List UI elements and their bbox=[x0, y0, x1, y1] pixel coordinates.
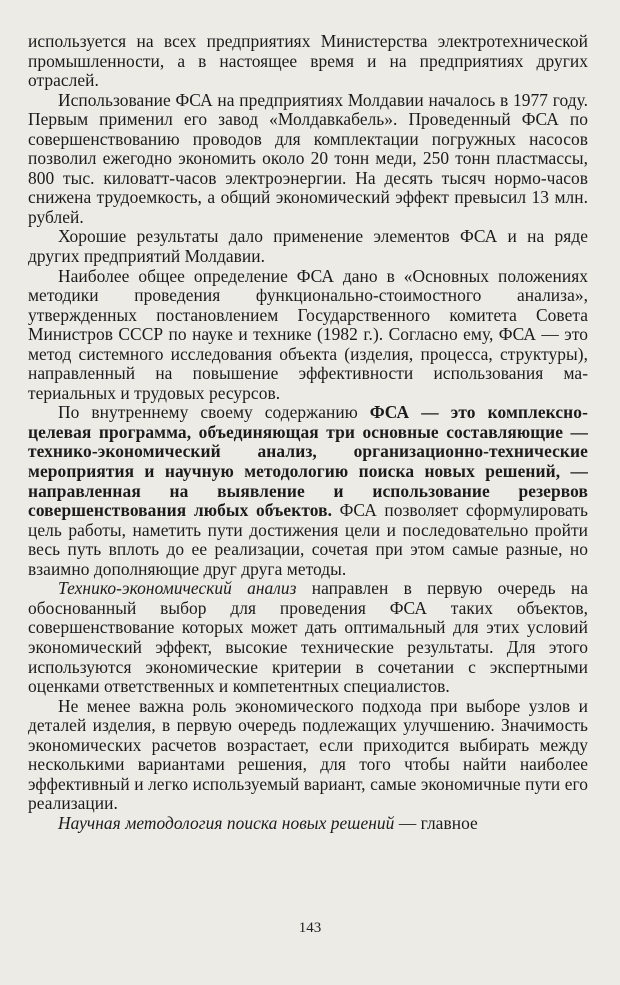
bold-text: ФСА — это комплексно-целевая программа, объединяющая три основные составляющие — технико-экономический анализ, организационно-технические мероприятия и научную методологию поиска новых решений, — направленная на выявление и использование резервов совершенствования любых объектов. bbox=[28, 402, 588, 521]
italic-text: Научная методология поиска новых решений bbox=[58, 812, 395, 833]
paragraph bbox=[28, 32, 588, 91]
text-run: используется на всех предприятиях Министерства электротехнической промышленности, а в настоящее время и на предприятиях других отраслей. bbox=[28, 31, 588, 91]
text-run: направлен в первую очередь на обоснованный выбор для проведения ФСА таких объектов, совершенствование которых может дать оптимальный для этих условий экономический эффект, высокие технические результаты. Для этого используются экономические критерии в сочетании с экспертными оценками ответственных и компетентных специалистов. bbox=[28, 578, 588, 697]
text-run: По внутреннему своему содержанию bbox=[58, 402, 370, 423]
text-run: ФСА позволяет сформулировать цель работы, наметить пути достижения цели и последовательно пройти весь путь вплоть до ее реализации, сочетая при этом самые разные, но взаимно дополняющие друг друга методы. bbox=[28, 500, 588, 579]
text-run: — главное bbox=[394, 812, 478, 833]
text-run: Не менее важна роль экономического подхода при выборе узлов и деталей изделия, в первую очередь подлежащих улучшению. Значимость экономических расчетов возрастает, если приходится выбирать между несколькими вариантами решения, для того чтобы найти наиболее эффективный и легко используемый вариант, самые экономичные пути его реализации. bbox=[28, 695, 588, 814]
paragraph bbox=[28, 267, 588, 404]
italic-text: Технико-экономический анализ bbox=[58, 578, 297, 599]
page-text bbox=[28, 32, 588, 833]
paragraph bbox=[28, 579, 588, 696]
paragraph bbox=[28, 697, 588, 814]
page-number: 143 bbox=[298, 920, 322, 936]
paragraph bbox=[28, 227, 588, 266]
paragraph bbox=[28, 91, 588, 228]
paragraph bbox=[28, 814, 588, 834]
paragraph bbox=[28, 403, 588, 579]
text-run: Использование ФСА на предприятиях Молдавии началось в 1977 году. Первым применил его завод «Молдавкабель». Проведенный ФСА по совершенствованию проводов для комплектации погружных насосов позволил ежегодно экономить около 20 тонн меди, 250 тонн пластмассы, 800 тыс. киловатт-часов электроэнергии. На десять тысяч нормо-часов снижена трудоемкость, а общий экономический эффект превысил 13 млн. рублей. bbox=[28, 89, 588, 227]
text-run: Наиболее общее определение ФСА дано в «Основных положениях методики проведения функционально-стоимостного анализа», утвержденных постановлением Государственного комитета Совета Министров СССР по науке и технике (1982 г.). Согласно ему, ФСА — это метод системного исследования объекта (изделия, процесса, структуры), направленный на повышение эффективности использования материальных и трудовых ресурсов. bbox=[28, 265, 588, 403]
text-run: Хорошие результаты дало применение элементов ФСА и на ряде других предприятий Молдавии. bbox=[28, 226, 588, 267]
